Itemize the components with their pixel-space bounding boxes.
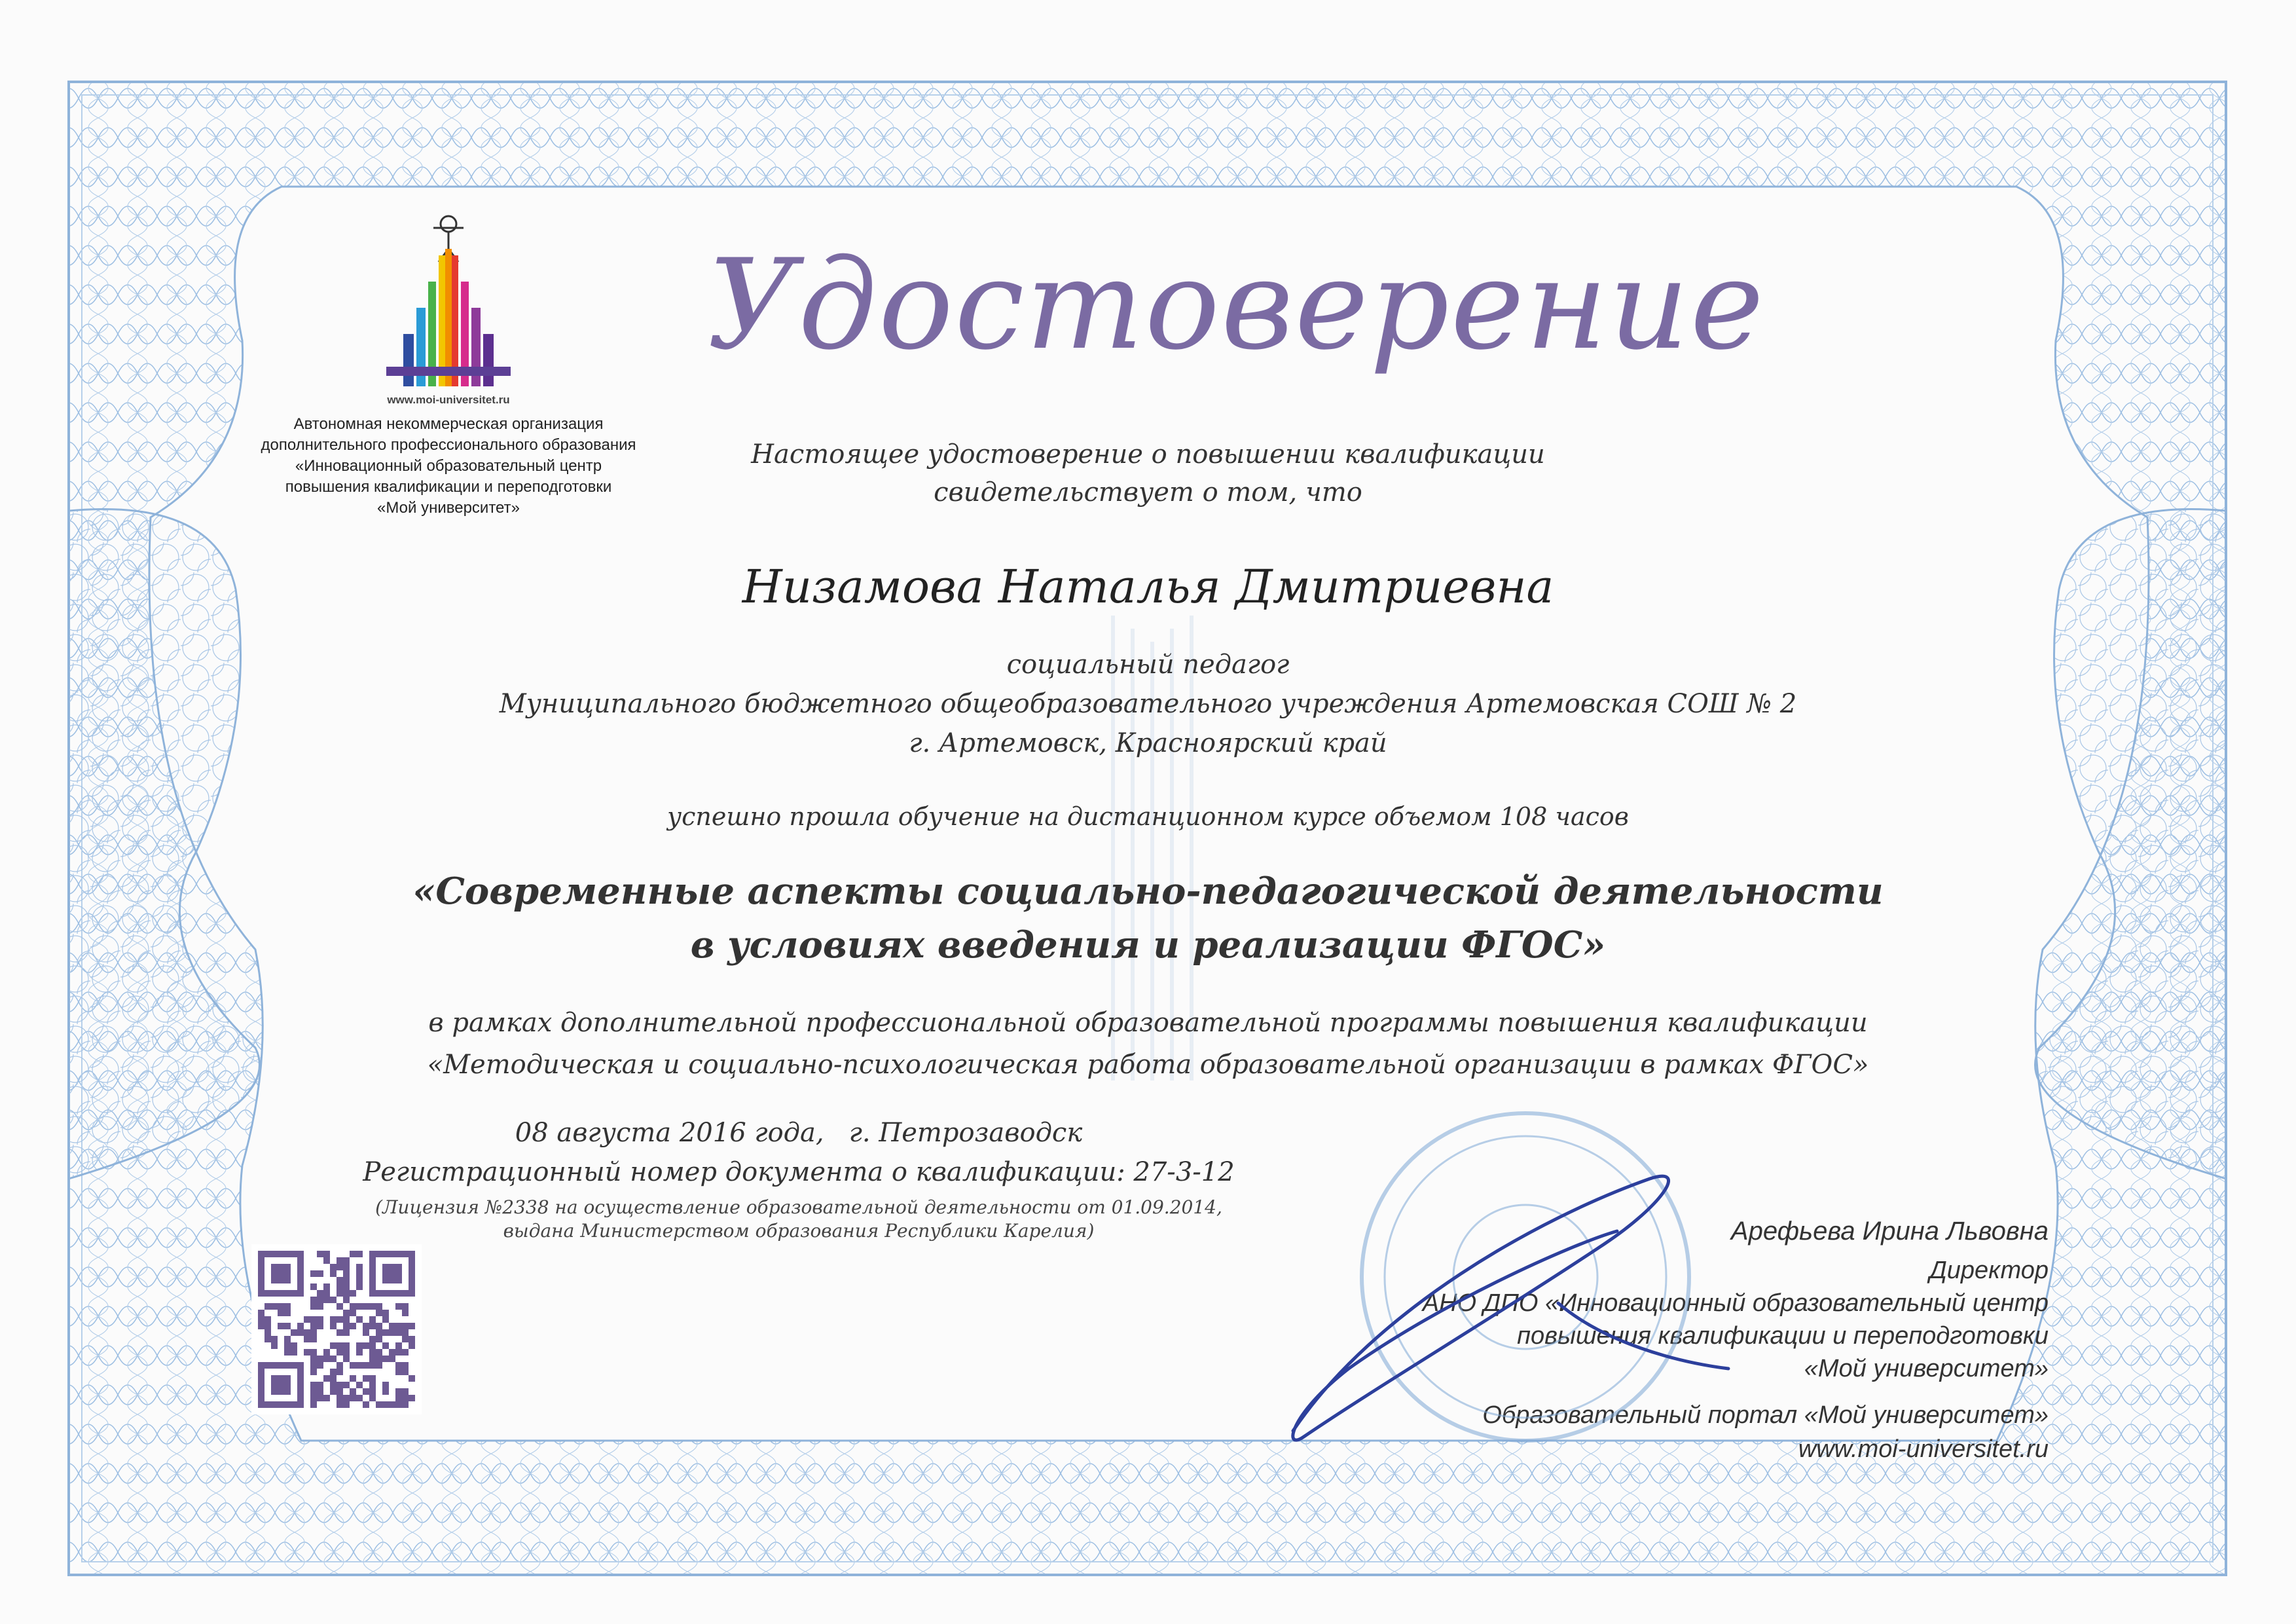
intro-line: свидетельствует о том, что [934, 477, 1362, 507]
course-line: «Современные аспекты социально-педагогической деятельности [412, 870, 1884, 913]
logo-url: www.moi-universitet.ru [387, 394, 510, 406]
qr-code-icon [251, 1244, 422, 1414]
org-line: Автономная некоммерческая организация [293, 415, 604, 433]
license-line: (Лицензия №2338 на осуществление образовательной деятельности от 01.09.2014, [375, 1196, 1222, 1218]
signatory-org-line: повышения квалификации и переподготовки [1517, 1322, 2049, 1350]
intro-line: Настоящее удостоверение о повышении квалификации [751, 439, 1545, 470]
position-block [0, 645, 2296, 763]
program-text [0, 1002, 2296, 1086]
intro-text [0, 435, 2296, 511]
org-line: повышения квалификации и переподготовки [285, 478, 612, 496]
portal-label: Образовательный портал «Мой университет» [1482, 1401, 2049, 1429]
course-line: в условиях введения и реализации ФГОС» [690, 923, 1606, 967]
registration-number: Регистрационный номер документа о квалификации: 27-3-12 [363, 1157, 1235, 1187]
license-line: выдана Министерством образования Республики Карелия) [503, 1220, 1095, 1242]
org-line: дополнительного профессионального образования [261, 436, 636, 454]
position-line: г. Артемовск, Красноярский край [909, 728, 1387, 758]
document-title: Удостоверение [707, 232, 1766, 377]
program-line: в рамках дополнительной профессиональной образовательной программы повышения квалификации [428, 1008, 1868, 1038]
completion-text: успешно прошла обучение на дистанционном курсе объемом 108 часов [667, 802, 1629, 831]
recipient-name: Низамова Наталья Дмитриевна [742, 560, 1554, 614]
portal-block [1263, 1398, 2049, 1466]
signatory-role: Директор [1929, 1257, 2049, 1284]
signatory-block [1263, 1215, 2049, 1385]
program-line: «Методическая и социально-психологическая работа образовательной организации в рамках ФГОС» [427, 1050, 1869, 1080]
date-place: 08 августа 2016 года, г. Петрозаводск [515, 1118, 1083, 1148]
signatory-name: Арефьева Ирина Львовна [1730, 1217, 2049, 1246]
position-line: социальный педагог [1006, 650, 1290, 680]
signatory-org-line: АНО ДПО «Инновационный образовательный центр [1422, 1289, 2049, 1317]
course-title [0, 864, 2296, 972]
signatory-org-line: «Мой университет» [1804, 1355, 2049, 1382]
position-line: Муниципального бюджетного общеобразовательного учреждения Артемовская СОШ № 2 [499, 689, 1797, 719]
org-line: «Мой университет» [377, 499, 520, 517]
rainbow-tower-logo-icon [373, 210, 524, 399]
org-line: «Инновационный образовательный центр [295, 457, 602, 475]
portal-url: www.moi-universitet.ru [1798, 1435, 2049, 1463]
date-registration [0, 1113, 1597, 1192]
